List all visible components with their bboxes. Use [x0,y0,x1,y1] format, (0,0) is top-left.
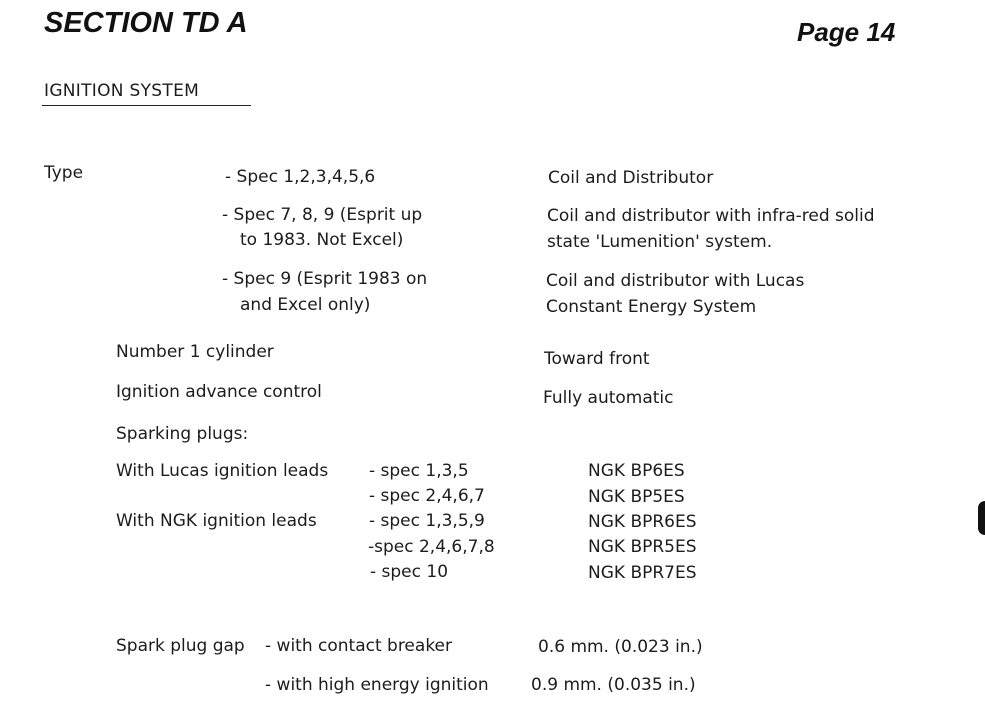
ngk-leads-label: With NGK ignition leads [116,511,317,531]
plug-gap-value-2: 0.9 mm. (0.035 in.) [531,675,696,695]
subsection-underline [42,105,251,106]
cylinder-value: Toward front [544,349,650,369]
section-title: SECTION TD A [44,7,248,39]
ngk-spec-3: - spec 10 [370,562,449,582]
lucas-spec-2: - spec 2,4,6,7 [369,486,485,506]
ngk-plug-1: NGK BPR6ES [588,512,697,532]
ngk-plug-3: NGK BPR7ES [588,563,697,583]
ngk-spec-1: - spec 1,3,5,9 [369,511,485,531]
type-spec-3-line-1: - Spec 9 (Esprit 1983 on [222,269,428,289]
lucas-plug-2: NGK BP5ES [588,487,685,507]
plug-gap-value-1: 0.6 mm. (0.023 in.) [538,637,703,657]
page-number: Page 14 [797,17,896,47]
plug-gap-condition-2: - with high energy ignition [265,675,489,695]
lucas-plug-1: NGK BP6ES [588,461,685,481]
advance-control-value: Fully automatic [543,388,674,408]
ngk-spec-2: -spec 2,4,6,7,8 [368,537,495,557]
subsection-title: IGNITION SYSTEM [44,81,200,101]
type-spec-1: - Spec 1,2,3,4,5,6 [225,167,376,187]
plug-gap-condition-1: - with contact breaker [265,636,452,656]
type-value-2-line-1: Coil and distributor with infra-red solid [547,206,875,226]
plug-gap-label: Spark plug gap [116,636,245,656]
type-spec-3-line-2: and Excel only) [240,295,371,315]
type-value-2-line-2: state 'Lumenition' system. [547,232,773,252]
type-spec-2-line-1: - Spec 7, 8, 9 (Esprit up [222,205,423,225]
type-spec-2-line-2: to 1983. Not Excel) [240,230,404,250]
cylinder-label: Number 1 cylinder [116,342,274,362]
ngk-plug-2: NGK BPR5ES [588,537,697,557]
lucas-leads-label: With Lucas ignition leads [116,461,329,481]
binding-hole-mark [978,501,985,535]
type-value-3-line-2: Constant Energy System [546,297,757,317]
lucas-spec-1: - spec 1,3,5 [369,461,469,481]
type-value-3-line-1: Coil and distributor with Lucas [546,271,805,291]
advance-control-label: Ignition advance control [116,382,322,402]
type-label: Type [44,163,84,183]
sparking-plugs-label: Sparking plugs: [116,424,249,444]
type-value-1: Coil and Distributor [548,168,714,188]
